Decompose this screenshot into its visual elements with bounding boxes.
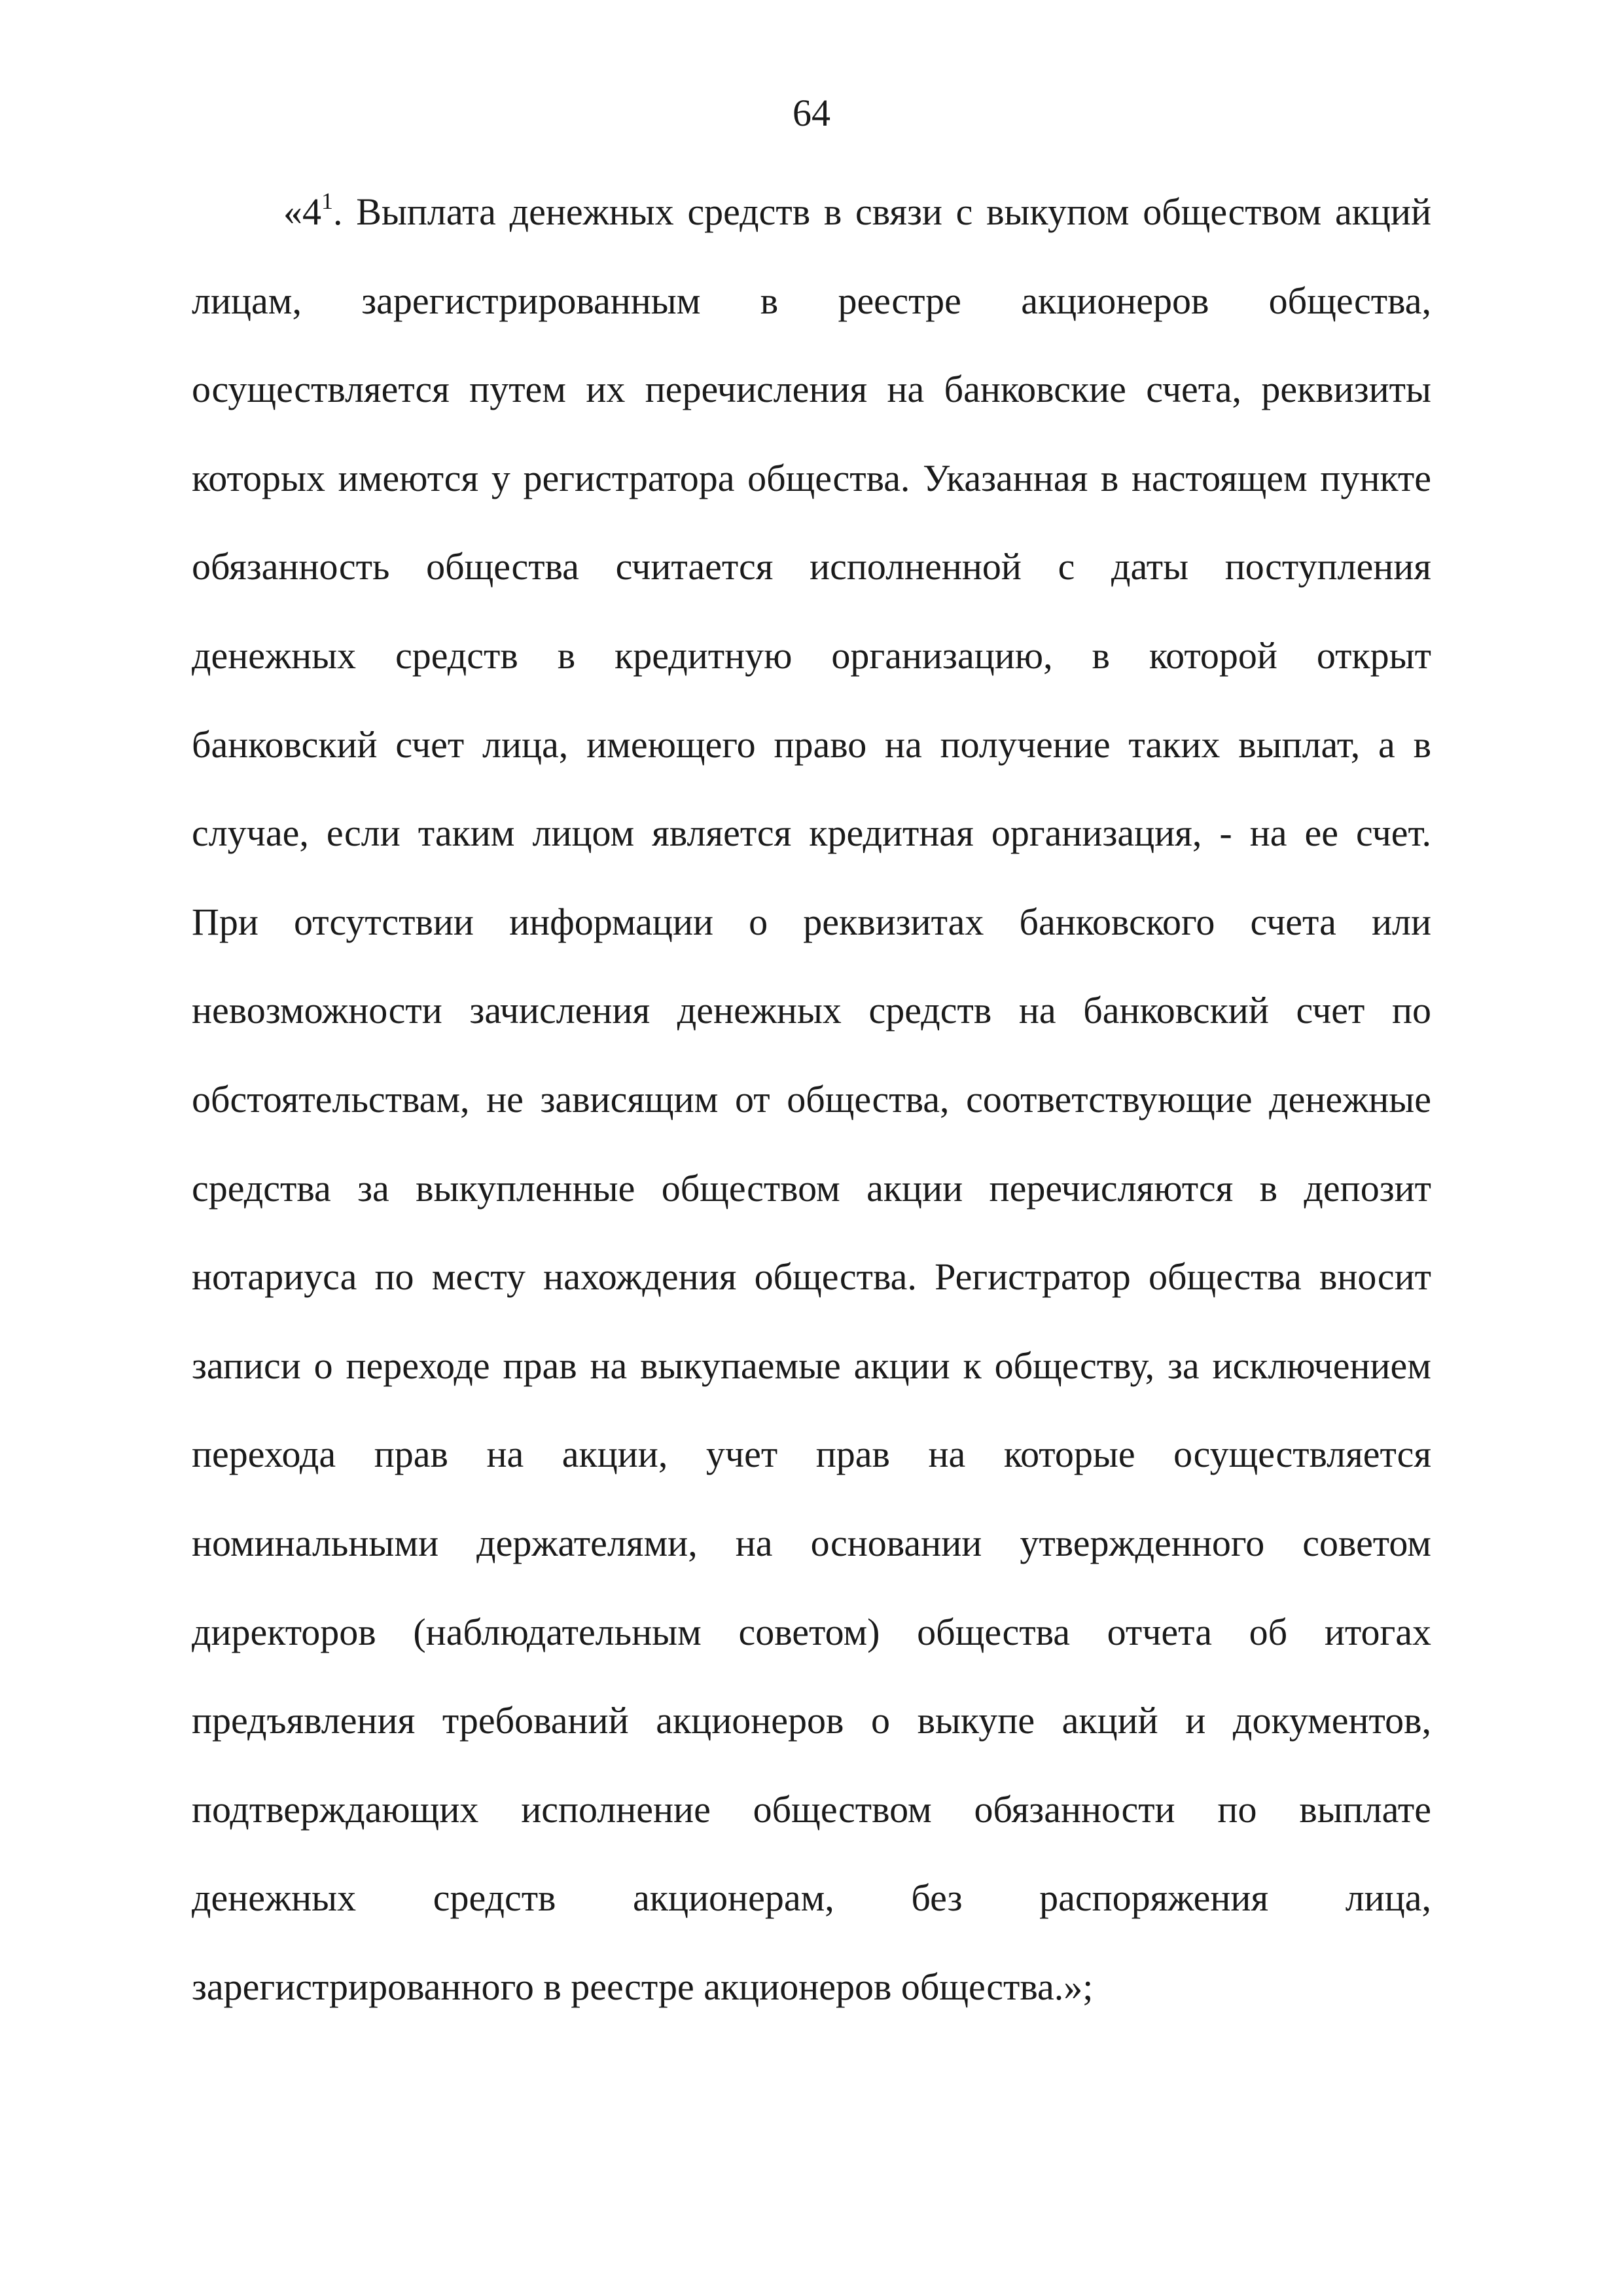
paragraph-line: При отсутствии информации о реквизитах банковского счета или	[192, 900, 1431, 943]
paragraph-line: средства за выкупленные обществом акции перечисляются в депозит	[192, 1166, 1431, 1210]
paragraph-line: подтверждающих исполнение обществом обязанности по выплате	[192, 1787, 1431, 1831]
paragraph	[192, 187, 1431, 2050]
paragraph-line: предъявления требований акционеров о выкупе акций и документов,	[192, 1699, 1431, 1742]
paragraph-line: обязанность общества считается исполненной с даты поступления	[192, 545, 1431, 588]
paragraph-line: обстоятельствам, не зависящим от общества, соответствующие денежные	[192, 1077, 1431, 1121]
paragraph-line: директоров (наблюдательным советом) общества отчета об итогах	[192, 1610, 1431, 1653]
paragraph-line: денежных средств акционерам, без распоряжения лица,	[192, 1876, 1431, 1920]
paragraph-opening: «4	[283, 190, 321, 233]
paragraph-line: невозможности зачисления денежных средств на банковский счет по	[192, 989, 1431, 1032]
paragraph-line: денежных средств в кредитную организацию, в которой открыт	[192, 634, 1431, 677]
paragraph-line: перехода прав на акции, учет прав на которые осуществляется	[192, 1433, 1431, 1476]
paragraph-line: которых имеются у регистратора общества. Указанная в настоящем пункте	[192, 456, 1431, 499]
paragraph-line: банковский счет лица, имеющего право на получение таких выплат, а в	[192, 723, 1431, 766]
paragraph-line: случае, если таким лицом является кредитная организация, - на ее счет.	[192, 812, 1431, 855]
superscript-index: 1	[321, 188, 333, 214]
paragraph-line: осуществляется путем их перечисления на банковские счета, реквизиты	[192, 368, 1431, 411]
paragraph-line: зарегистрированного в реестре акционеров общества.»;	[192, 1965, 1094, 2008]
paragraph-line: лицам, зарегистрированным в реестре акционеров общества,	[192, 279, 1431, 322]
paragraph-first-line: . Выплата денежных средств в связи с выкупом обществом акций	[333, 190, 1431, 233]
paragraph-line: нотариуса по месту нахождения общества. Регистратор общества вносит	[192, 1255, 1431, 1299]
paragraph-line: записи о переходе прав на выкупаемые акции к обществу, за исключением	[192, 1344, 1431, 1387]
page-number: 64	[793, 92, 830, 134]
paragraph-line	[192, 187, 1431, 276]
paragraph-line: номинальными держателями, на основании утвержденного советом	[192, 1521, 1431, 1564]
